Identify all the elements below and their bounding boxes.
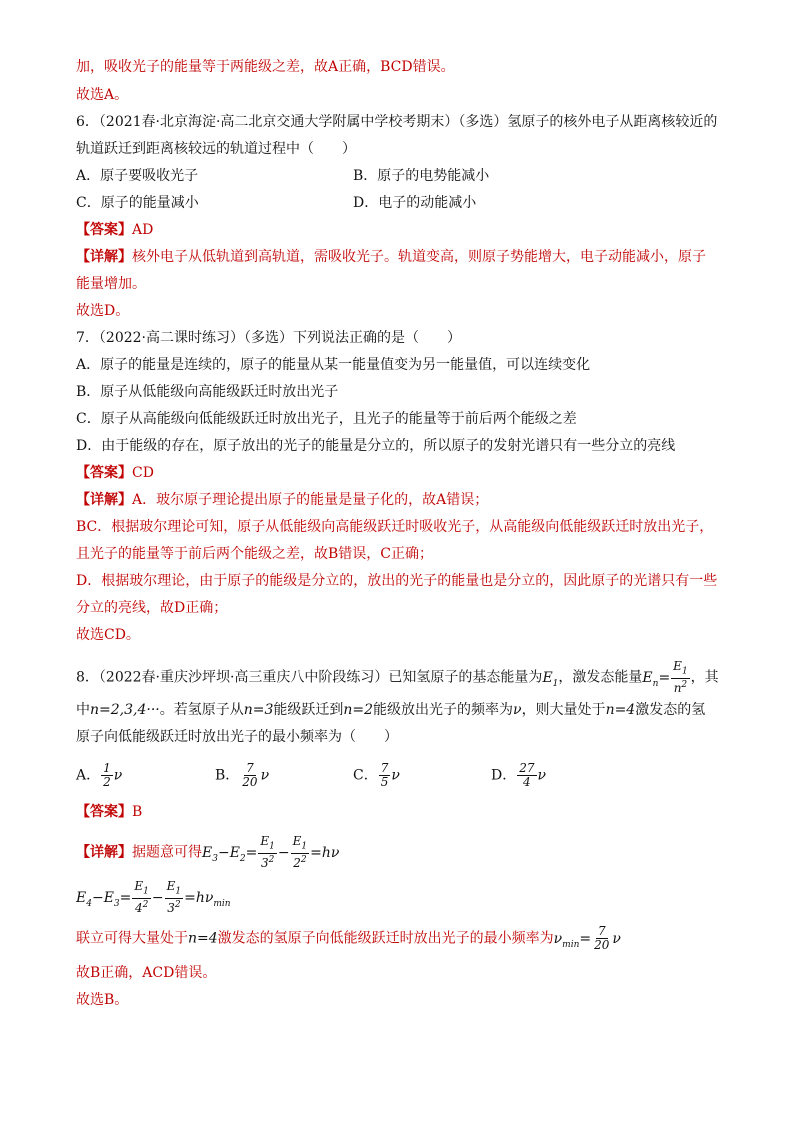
- detail-tag: 【详解】: [76, 844, 132, 861]
- formula-e4-e3: $E_4-E_3=$ $\frac{E_1}{4^2}$ − $\frac{E_1}{3^2}$ $=h\nu_{min}$: [76, 879, 231, 916]
- formula-e1: $E_1$: [542, 669, 559, 689]
- q8-option-b: B． $\frac{7}{20}$ ν: [215, 761, 270, 789]
- q7-option-b: B．原子从低能级向高能级跃迁时放出光子: [76, 384, 339, 400]
- stem-text: 。若氢原子从: [159, 702, 244, 718]
- stem-text: ，其: [690, 669, 719, 686]
- detail-tag: 【详解】: [76, 492, 132, 508]
- q7-option-d: D．由于能级的存在，原子放出的光子的能量是分立的，所以原子的发射光谱只有一些分立的亮线: [76, 438, 676, 454]
- q8-choose: 故选B。: [76, 992, 129, 1008]
- q8-stem: [76, 700, 705, 720]
- formula-frac: $\frac{27}{4}$: [519, 761, 535, 789]
- answer-tag: 【答案】: [76, 465, 132, 481]
- q6-option-b: B．原子的电势能减小: [353, 168, 490, 184]
- q6-choose: 故选D。: [76, 303, 130, 319]
- text-line: 故选A。: [76, 87, 129, 103]
- q6-stem: 6．（2021春·北京海淀·高二北京交通大学附属中学校考期末）（多选）氢原子的核外电子从距离核较近的: [76, 114, 718, 130]
- formula-frac: $\frac{7}{5}$: [380, 761, 389, 789]
- stem-text: 能级跃迁到: [273, 702, 344, 718]
- detail-text: 据题意可得: [132, 844, 202, 861]
- formula-n4: n=4: [605, 702, 636, 718]
- q7-answer: [76, 463, 154, 483]
- q7-detail: 分立的亮线，故D正确；: [76, 600, 228, 616]
- q6-stem: 轨道跃迁到距离核较远的轨道过程中（ ）: [76, 141, 356, 157]
- formula-n2: n=2: [343, 702, 374, 718]
- q6-answer: [76, 220, 153, 240]
- formula-n-range: n=2,3,4···: [90, 702, 160, 718]
- q8-option-d: D． $\frac{27}{4}$ ν: [491, 761, 547, 789]
- q8-option-c: C． $\frac{7}{5}$ ν: [353, 761, 400, 789]
- q6-option-d: D．电子的动能减小: [353, 195, 477, 211]
- q6-option-a: A．原子要吸收光子: [76, 168, 199, 184]
- q6-detail: 能量增加。: [76, 276, 146, 292]
- detail-tag: 【详解】: [76, 249, 132, 265]
- stem-text: 激发态的氢: [635, 702, 706, 718]
- stem-text: 能级放出光子的频率为: [373, 702, 514, 718]
- answer-value: AD: [132, 222, 154, 238]
- formula-e3-e2: $E_3-E_2=$ $\frac{E_1}{3^2}$ − $\frac{E_1}{2^2}$ =hν: [202, 834, 340, 871]
- q6-detail: [76, 247, 706, 267]
- answer-value: CD: [132, 465, 154, 481]
- formula-frac: $\frac{7}{20}$: [242, 761, 258, 789]
- formula-numin: $\nu_{min}=$ $\frac{7}{20}$ ν: [553, 924, 621, 952]
- q7-choose: 故选CD。: [76, 627, 140, 643]
- q7-stem: 7．（2022·高二课时练习）（多选）下列说法正确的是（ ）: [76, 330, 461, 346]
- q8-option-a: A． $\frac{1}{2}$ ν: [76, 761, 123, 789]
- q8-detail: [76, 835, 339, 870]
- stem-text: ，激发态能量: [558, 669, 643, 686]
- q7-detail: 且光子的能量等于前后两个能级之差，故B错误，C正确；: [76, 546, 433, 562]
- answer-tag: 【答案】: [76, 804, 132, 820]
- q8-conclusion: 联立可得大量处于n=4激发态的氢原子向低能级跃迁时放出光子的最小频率为$\nu_{min}=$ $\frac{7}{20}$ ν: [76, 924, 621, 952]
- formula-nu: ν: [513, 702, 522, 718]
- q7-detail: D．根据玻尔理论，由于原子的能级是分立的，放出的光子的能量也是分立的，因此原子的光谱只有一些: [76, 573, 718, 589]
- q8-answer: [76, 802, 142, 822]
- q7-detail: BC．根据玻尔理论可知，原子从低能级向高能级跃迁时吸收光子，从高能级向低能级跃迁时放出光子，: [76, 519, 714, 535]
- q8-result: 故B正确，ACD错误。: [76, 965, 217, 981]
- formula-n3: n=3: [243, 702, 274, 718]
- formula-en: $E_n=$ $\frac{E_1}{n^2}$: [642, 659, 688, 696]
- q7-option-a: A．原子的能量是连续的，原子的能量从某一能量值变为另一能量值，可以连续变化: [76, 357, 591, 373]
- answer-value: B: [132, 804, 143, 820]
- q7-option-c: C．原子从高能级向低能级跃迁时放出光子，且光子的能量等于前后两个能级之差: [76, 411, 577, 427]
- q7-detail: [76, 490, 488, 510]
- detail-text: A．玻尔原子理论提出原子的能量是量子化的，故A错误；: [132, 492, 489, 508]
- q6-option-c: C．原子的能量减小: [76, 195, 199, 211]
- stem-text: ，则大量处于: [521, 702, 606, 718]
- formula-frac: $\frac{1}{2}$: [103, 761, 111, 789]
- stem-text: 中: [76, 702, 90, 718]
- stem-text: 8．（2022春·重庆沙坪坝·高三重庆八中阶段练习）已知氢原子的基态能量为: [76, 669, 543, 686]
- answer-tag: 【答案】: [76, 222, 132, 238]
- q8-stem: 原子向低能级跃迁时放出光子的最小频率为（ ）: [76, 729, 398, 745]
- q8-stem: [76, 660, 719, 695]
- text-line: 加，吸收光子的能量等于两能级之差，故A正确，BCD错误。: [76, 59, 455, 75]
- detail-text: 核外电子从低轨道到高轨道，需吸收光子。轨道变高，则原子势能增大，电子动能减小，原子: [132, 249, 706, 265]
